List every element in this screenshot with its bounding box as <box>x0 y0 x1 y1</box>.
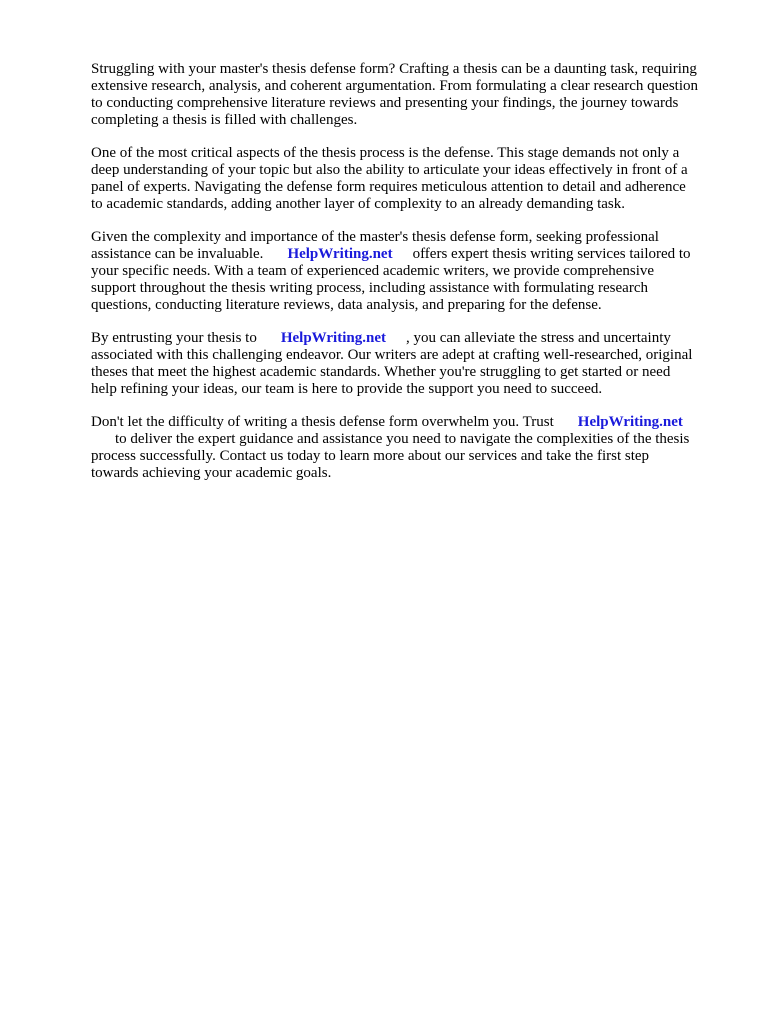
text-line: to academic standards, adding another layer of complexity to an already demanding task. <box>91 196 625 212</box>
text-line: Given the complexity and importance of the master's thesis defense form, seeking professional <box>91 229 659 245</box>
text-line: your specific needs. With a team of experienced academic writers, we provide comprehensive <box>91 263 655 279</box>
text-line: Struggling with your master's thesis defense form? Crafting a thesis can be a daunting task, requiring <box>91 61 697 77</box>
helpwriting-link[interactable]: HelpWriting.net <box>280 330 386 346</box>
paragraph-defense <box>91 145 731 213</box>
text-line: extensive research, analysis, and coherent argumentation. From formulating a clear research question <box>91 78 698 94</box>
text-line <box>91 330 731 347</box>
text-fragment: Don't let the difficulty of writing a thesis defense form overwhelm you. Trust <box>91 414 554 430</box>
text-line: One of the most critical aspects of the thesis process is the defense. This stage demands not only a <box>91 145 680 161</box>
text-line: support throughout the thesis writing process, including assistance with formulating research <box>91 280 648 296</box>
text-fragment: offers expert thesis writing services tailored to <box>412 246 691 262</box>
text-line: towards achieving your academic goals. <box>91 465 332 481</box>
paragraph-call-to-action <box>91 414 731 482</box>
paragraph-entrusting <box>91 330 731 398</box>
helpwriting-link[interactable]: HelpWriting.net <box>577 414 683 430</box>
text-line: to conducting comprehensive literature reviews and presenting your findings, the journey towards <box>91 95 679 111</box>
text-fragment: By entrusting your thesis to <box>91 330 257 346</box>
text-line: deep understanding of your topic but also the ability to articulate your ideas effectively in front of a <box>91 162 688 178</box>
paragraph-intro <box>91 61 731 129</box>
text-line <box>91 246 731 263</box>
text-line: questions, conducting literature reviews, data analysis, and preparing for the defense. <box>91 297 602 313</box>
text-line: associated with this challenging endeavor. Our writers are adept at crafting well-researched, original <box>91 347 693 363</box>
text-line: help refining your ideas, our team is here to provide the support you need to succeed. <box>91 381 603 397</box>
paragraph-assistance <box>91 229 731 314</box>
text-line: process successfully. Contact us today to learn more about our services and take the first step <box>91 448 650 464</box>
text-line: theses that meet the highest academic standards. Whether you're struggling to get started or need <box>91 364 671 380</box>
text-line <box>91 414 731 431</box>
text-fragment: , you can alleviate the stress and uncertainty <box>405 330 671 346</box>
text-line: to deliver the expert guidance and assistance you need to navigate the complexities of the thesis <box>115 431 690 447</box>
text-fragment: assistance can be invaluable. <box>91 246 264 262</box>
helpwriting-link[interactable]: HelpWriting.net <box>287 246 393 262</box>
document-body <box>91 61 731 498</box>
text-line: panel of experts. Navigating the defense form requires meticulous attention to detail and adherence <box>91 179 686 195</box>
text-line: completing a thesis is filled with challenges. <box>91 112 358 128</box>
